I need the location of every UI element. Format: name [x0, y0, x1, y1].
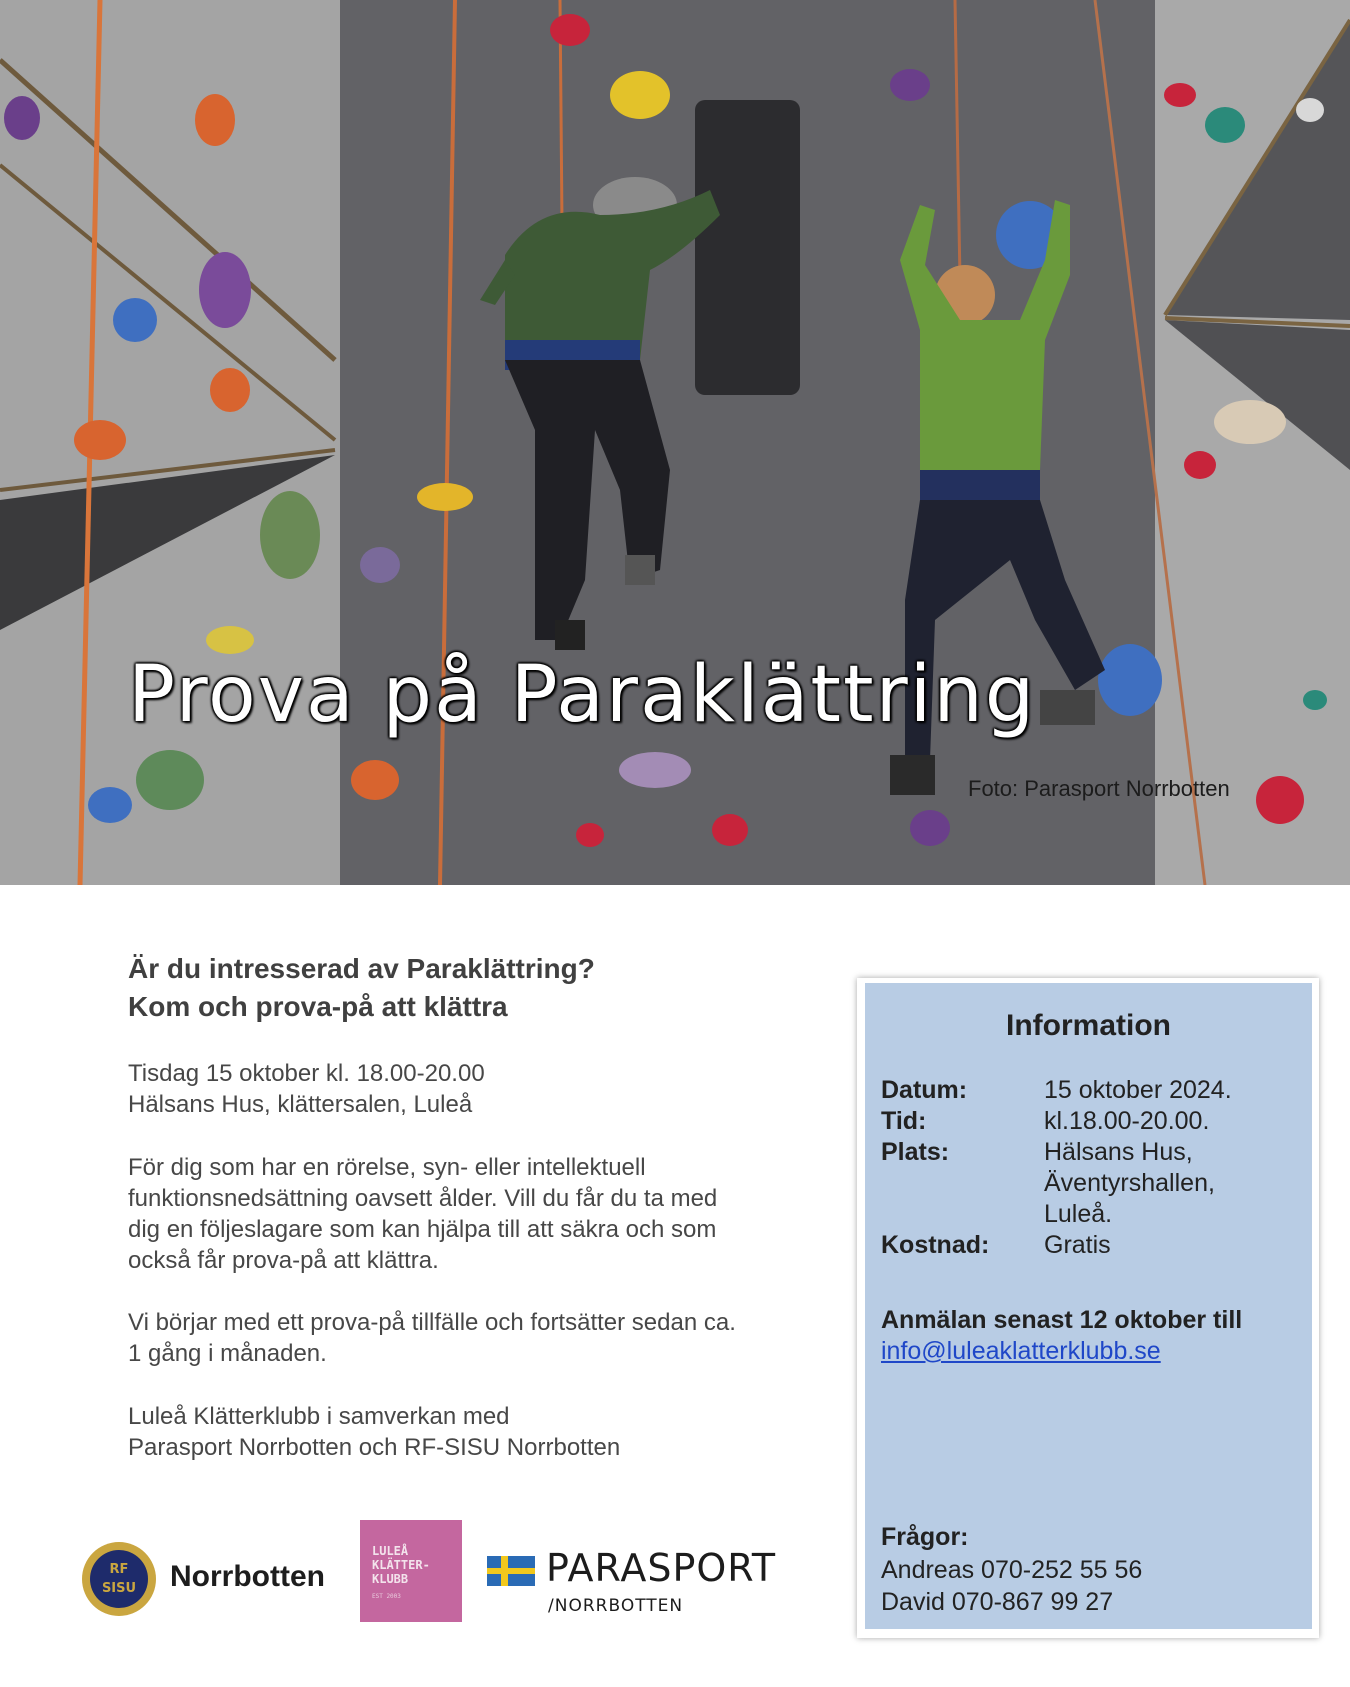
target-line: också får prova-på att klättra.	[128, 1247, 439, 1274]
organizers-line: Parasport Norrbotten och RF-SISU Norrbotten	[128, 1434, 621, 1461]
organizers-paragraph	[128, 1401, 838, 1463]
sisu-norrbotten-label: Norrbotten	[170, 1560, 325, 1593]
registration-deadline: Anmälan senast 12 oktober till	[881, 1306, 1243, 1334]
questions-label: Frågor:	[881, 1523, 969, 1551]
target-line: funktionsnedsättning oavsett ålder. Vill du får du ta med	[128, 1185, 718, 1212]
frequency-paragraph	[128, 1307, 838, 1369]
event-when-paragraph	[128, 1058, 838, 1120]
event-date-line: Tisdag 15 oktober kl. 18.00-20.00	[128, 1060, 485, 1087]
parasport-logo-sub: /NORRBOTTEN	[548, 1596, 684, 1616]
frequency-line: 1 gång i månaden.	[128, 1340, 327, 1367]
intro-heading-line2: Kom och prova-på att klättra	[128, 991, 508, 1022]
intro-section	[128, 950, 838, 1026]
place-label: Plats:	[881, 1138, 950, 1166]
date-value: 15 oktober 2024.	[1044, 1076, 1232, 1104]
lk-logo-line: KLUBB	[372, 1572, 409, 1586]
parasport-logo-name: PARASPORT	[546, 1546, 777, 1590]
sisu-badge-text: SISU	[101, 1581, 137, 1596]
svg-text:RF: RF	[109, 1562, 129, 1577]
place-value-line3: Luleå.	[1044, 1200, 1113, 1228]
place-value-line2: Äventyrshallen,	[1044, 1169, 1215, 1197]
sponsor-logos	[80, 1518, 780, 1628]
cost-value: Gratis	[1044, 1231, 1111, 1259]
target-line: För dig som har en rörelse, syn- eller intellektuell	[128, 1154, 646, 1181]
time-label: Tid:	[881, 1107, 927, 1135]
lulea-klatterklubb-logo	[360, 1520, 462, 1622]
organizers-line: Luleå Klätterklubb i samverkan med	[128, 1403, 510, 1430]
contact-david: David 070-867 99 27	[881, 1588, 1114, 1616]
time-value: kl.18.00-20.00.	[1044, 1107, 1210, 1135]
info-box	[865, 983, 1312, 1629]
target-line: dig en följeslagare som kan hjälpa till att säkra och som	[128, 1216, 717, 1243]
info-title: Information	[1006, 1009, 1171, 1042]
lk-logo-line: KLÄTTER-	[372, 1558, 430, 1572]
contact-andreas: Andreas 070-252 55 56	[881, 1556, 1143, 1584]
photo-credit: Foto: Parasport Norrbotten	[968, 776, 1230, 801]
swedish-flag-icon	[487, 1556, 535, 1586]
frequency-line: Vi börjar med ett prova-på tillfälle och fortsätter sedan ca.	[128, 1309, 736, 1336]
registration-email-link[interactable]: info@luleaklatterklubb.se	[881, 1337, 1161, 1365]
intro-heading-line1: Är du intresserad av Paraklättring?	[128, 953, 595, 984]
date-label: Datum:	[881, 1076, 968, 1104]
place-value-line1: Hälsans Hus,	[1044, 1138, 1193, 1166]
event-place-line: Hälsans Hus, klättersalen, Luleå	[128, 1091, 473, 1118]
lk-logo-line: LULEÅ	[372, 1544, 409, 1558]
target-group-paragraph	[128, 1152, 838, 1276]
lk-logo-established: EST 2003	[372, 1593, 401, 1600]
hero-title: Prova på Paraklättring	[128, 650, 1037, 740]
rf-sisu-badge-icon	[80, 1540, 158, 1618]
cost-label: Kostnad:	[881, 1231, 990, 1259]
